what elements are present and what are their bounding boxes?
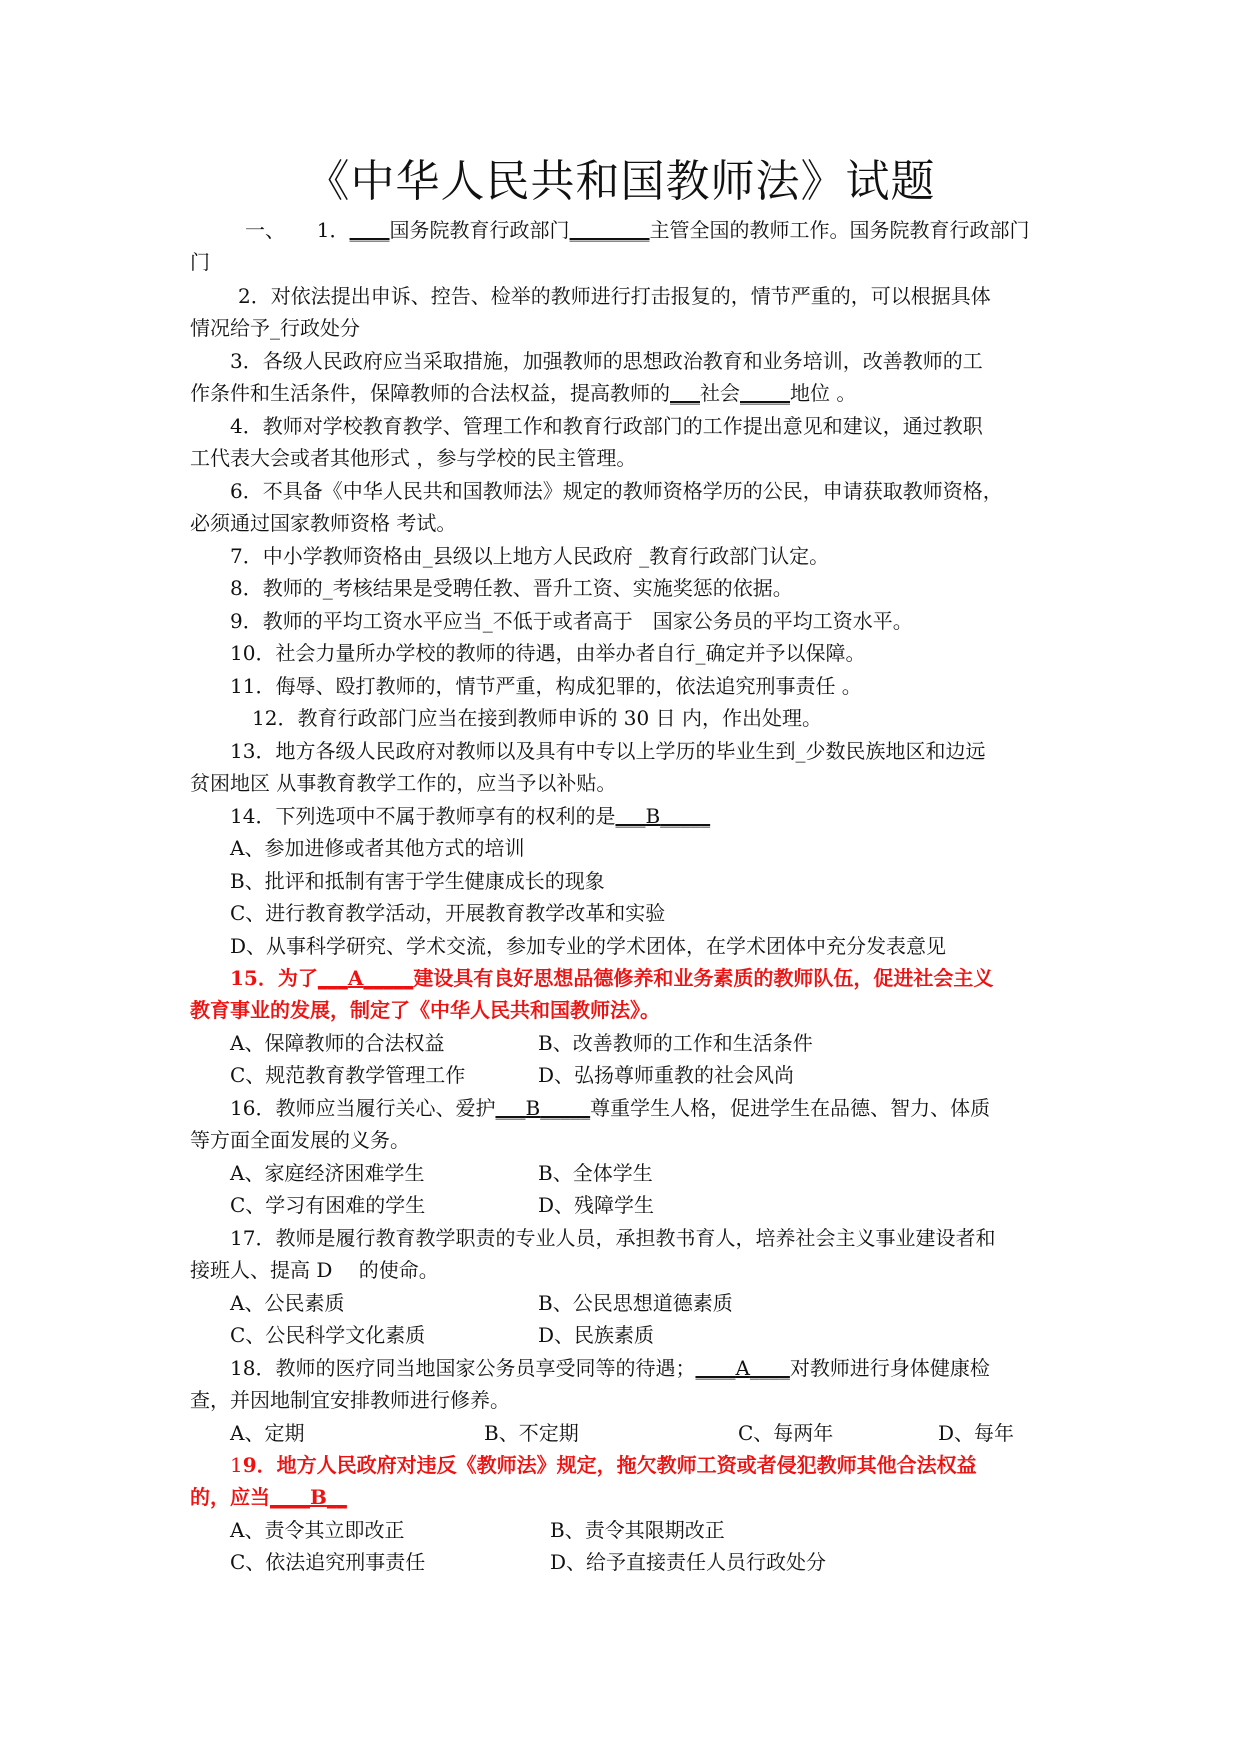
q15-option-a: A、保障教师的合法权益 xyxy=(230,1031,445,1055)
question-13-line-1: 13．地方各级人民政府对教师以及具有中专以上学历的毕业生到_少数民族地区和边远 xyxy=(230,739,986,763)
q14-stem: 14．下列选项中不属于教师享有的权利的是 xyxy=(230,804,616,828)
q16-option-c: C、学习有困难的学生 xyxy=(230,1193,426,1217)
q18-option-b: B、不定期 xyxy=(484,1421,579,1445)
q19-num-a: 1 xyxy=(230,1453,243,1477)
question-17-line-1: 17．教师是履行教育教学职责的专业人员，承担教书育人，培养社会主义事业建设者和 xyxy=(230,1226,996,1250)
q14-answer: B xyxy=(645,804,661,828)
question-7: 7．中小学教师资格由_县级以上地方人民政府 _教育行政部门认定。 xyxy=(230,544,830,568)
q17-option-c: C、公民科学文化素质 xyxy=(230,1323,426,1347)
q16-blank-1: ___ xyxy=(495,1096,526,1120)
q3-text: 作条件和生活条件，保障教师的合法权益，提高教师的 xyxy=(190,381,670,405)
q14-option-b: B、批评和抵制有害于学生健康成长的现象 xyxy=(230,869,605,893)
q16-option-d: D、残障学生 xyxy=(538,1193,655,1217)
question-15-line-1 xyxy=(230,962,993,994)
q16-text: 尊重学生人格，促进学生在品德、智力、体质 xyxy=(590,1096,991,1120)
q15-option-c: C、规范教育教学管理工作 xyxy=(230,1063,466,1087)
question-4-line-1: 4．教师对学校教育教学、管理工作和教育行政部门的工作提出意见和建议，通过教职 xyxy=(230,414,983,438)
q16-option-a: A、家庭经济困难学生 xyxy=(230,1161,425,1185)
q15-answer: A xyxy=(347,966,364,990)
q15-option-d: D、弘扬尊师重教的社会风尚 xyxy=(538,1063,795,1087)
q18-option-c: C、每两年 xyxy=(738,1421,834,1445)
q19-option-d: D、给予直接责任人员行政处分 xyxy=(550,1550,827,1574)
q14-option-c: C、进行教育教学活动，开展教育教学改革和实验 xyxy=(230,901,666,925)
q14-blank-2: _____ xyxy=(660,804,711,828)
q14-option-d: D、从事科学研究、学术交流，参加专业的学术团体，在学术团体中充分发表意见 xyxy=(230,934,947,958)
q16-blank-2: _____ xyxy=(540,1096,591,1120)
question-11: 11．侮辱、殴打教师的，情节严重，构成犯罪的，依法追究刑事责任 。 xyxy=(230,674,862,698)
question-4-line-2: 工代表大会或者其他形式 ，参与学校的民主管理。 xyxy=(190,446,637,470)
answer-blank-post: ________ xyxy=(569,218,650,242)
question-2-line-2: 情况给予_行政处分 xyxy=(190,316,360,340)
question-3-line-1: 3．各级人民政府应当采取措施，加强教师的思想政治教育和业务培训，改善教师的工 xyxy=(230,349,983,373)
q18-blank-1: ____ xyxy=(695,1356,736,1380)
q15-option-b: B、改善教师的工作和生活条件 xyxy=(538,1031,813,1055)
q18-option-a: A、定期 xyxy=(230,1421,305,1445)
q19-option-a: A、责令其立即改正 xyxy=(230,1518,405,1542)
q19-blank-2: __ xyxy=(326,1485,347,1509)
question-1 xyxy=(245,214,1030,246)
q15-blank-1: ___ xyxy=(317,966,348,990)
question-1-wrap: 门 xyxy=(190,250,210,274)
q19-answer: B xyxy=(310,1485,327,1509)
question-2-line-1: 2．对依法提出申诉、控告、检举的教师进行打击报复的，情节严重的，可以根据具体 xyxy=(238,284,991,308)
question-3-line-2 xyxy=(190,377,856,409)
question-text: 主管全国的教师工作。国务院教育行政部门 xyxy=(649,218,1030,242)
question-19-line-2 xyxy=(190,1481,347,1513)
q17-option-b: B、公民思想道德素质 xyxy=(538,1291,733,1315)
question-17-line-2: 接班人、提高 D 的使命。 xyxy=(190,1258,439,1282)
q14-blank-1: ___ xyxy=(615,804,646,828)
q18-pre: 18．教师的医疗同当地国家公务员享受同等的待遇； xyxy=(230,1356,696,1380)
q3-blank-2: _____ xyxy=(740,381,790,405)
question-15-line-2: 教育事业的发展，制定了《中华人民共和国教师法》。 xyxy=(190,998,660,1022)
q18-option-d: D、每年 xyxy=(938,1421,1015,1445)
q18-text: 对教师进行身体健康检 xyxy=(789,1356,990,1380)
q17-option-d: D、民族素质 xyxy=(538,1323,655,1347)
q16-option-b: B、全体学生 xyxy=(538,1161,653,1185)
question-13-line-2: 贫困地区 从事教育教学工作的，应当予以补贴。 xyxy=(190,771,617,795)
page-title: 《中华人民共和国教师法》试题 xyxy=(305,156,936,207)
q19-option-c: C、依法追究刑事责任 xyxy=(230,1550,426,1574)
q19-text: 地方人民政府对违反《教师法》规定，拖欠教师工资或者侵犯教师其他合法权益 xyxy=(276,1453,977,1477)
q16-answer: B xyxy=(525,1096,541,1120)
question-9: 9．教师的平均工资水平应当_不低于或者高于 国家公务员的平均工资水平。 xyxy=(230,609,913,633)
q16-pre: 16．教师应当履行关心、爱护 xyxy=(230,1096,496,1120)
question-12: 12．教育行政部门应当在接到教师申诉的 30 日 内，作出处理。 xyxy=(252,706,822,730)
question-number: 1． xyxy=(316,218,350,242)
question-18-line-1 xyxy=(230,1352,990,1384)
question-14 xyxy=(230,800,710,832)
q3-tail: 地位 。 xyxy=(790,381,857,405)
q19-option-b: B、责令其限期改正 xyxy=(550,1518,725,1542)
section-number: 一、 xyxy=(245,218,285,242)
question-10: 10．社会力量所办学校的教师的待遇，由举办者自行_确定并予以保障。 xyxy=(230,641,866,665)
q14-option-a: A、参加进修或者其他方式的培训 xyxy=(230,836,525,860)
q15-text: 建设具有良好思想品德修养和业务素质的教师队伍，促进社会主义 xyxy=(413,966,994,990)
question-19-line-1 xyxy=(230,1449,977,1481)
q18-answer: A xyxy=(735,1356,750,1380)
answer-text: 国务院教育行政部门 xyxy=(389,218,570,242)
q19-num-b: 9． xyxy=(242,1453,277,1477)
question-6-line-2: 必须通过国家教师资格 考试。 xyxy=(190,511,457,535)
q19-pre: 的，应当 xyxy=(190,1485,270,1509)
q19-blank-1: ____ xyxy=(270,1485,310,1509)
q15-pre: 15．为了 xyxy=(230,966,318,990)
q15-blank-2: _____ xyxy=(363,966,414,990)
question-8: 8．教师的_考核结果是受聘任教、晋升工资、实施奖惩的依据。 xyxy=(230,576,793,600)
q17-option-a: A、公民素质 xyxy=(230,1291,345,1315)
q3-answer: 社会 xyxy=(700,381,740,405)
q18-blank-2: ____ xyxy=(749,1356,790,1380)
question-16-line-1 xyxy=(230,1092,990,1124)
answer-blank-pre: ____ xyxy=(349,218,390,242)
question-6-line-1: 6．不具备《中华人民共和国教师法》规定的教师资格学历的公民，申请获取教师资格， xyxy=(230,479,1003,503)
q3-blank-1: ___ xyxy=(670,381,700,405)
question-16-line-2: 等方面全面发展的义务。 xyxy=(190,1128,410,1152)
question-18-line-2: 查，并因地制宜安排教师进行修养。 xyxy=(190,1388,510,1412)
